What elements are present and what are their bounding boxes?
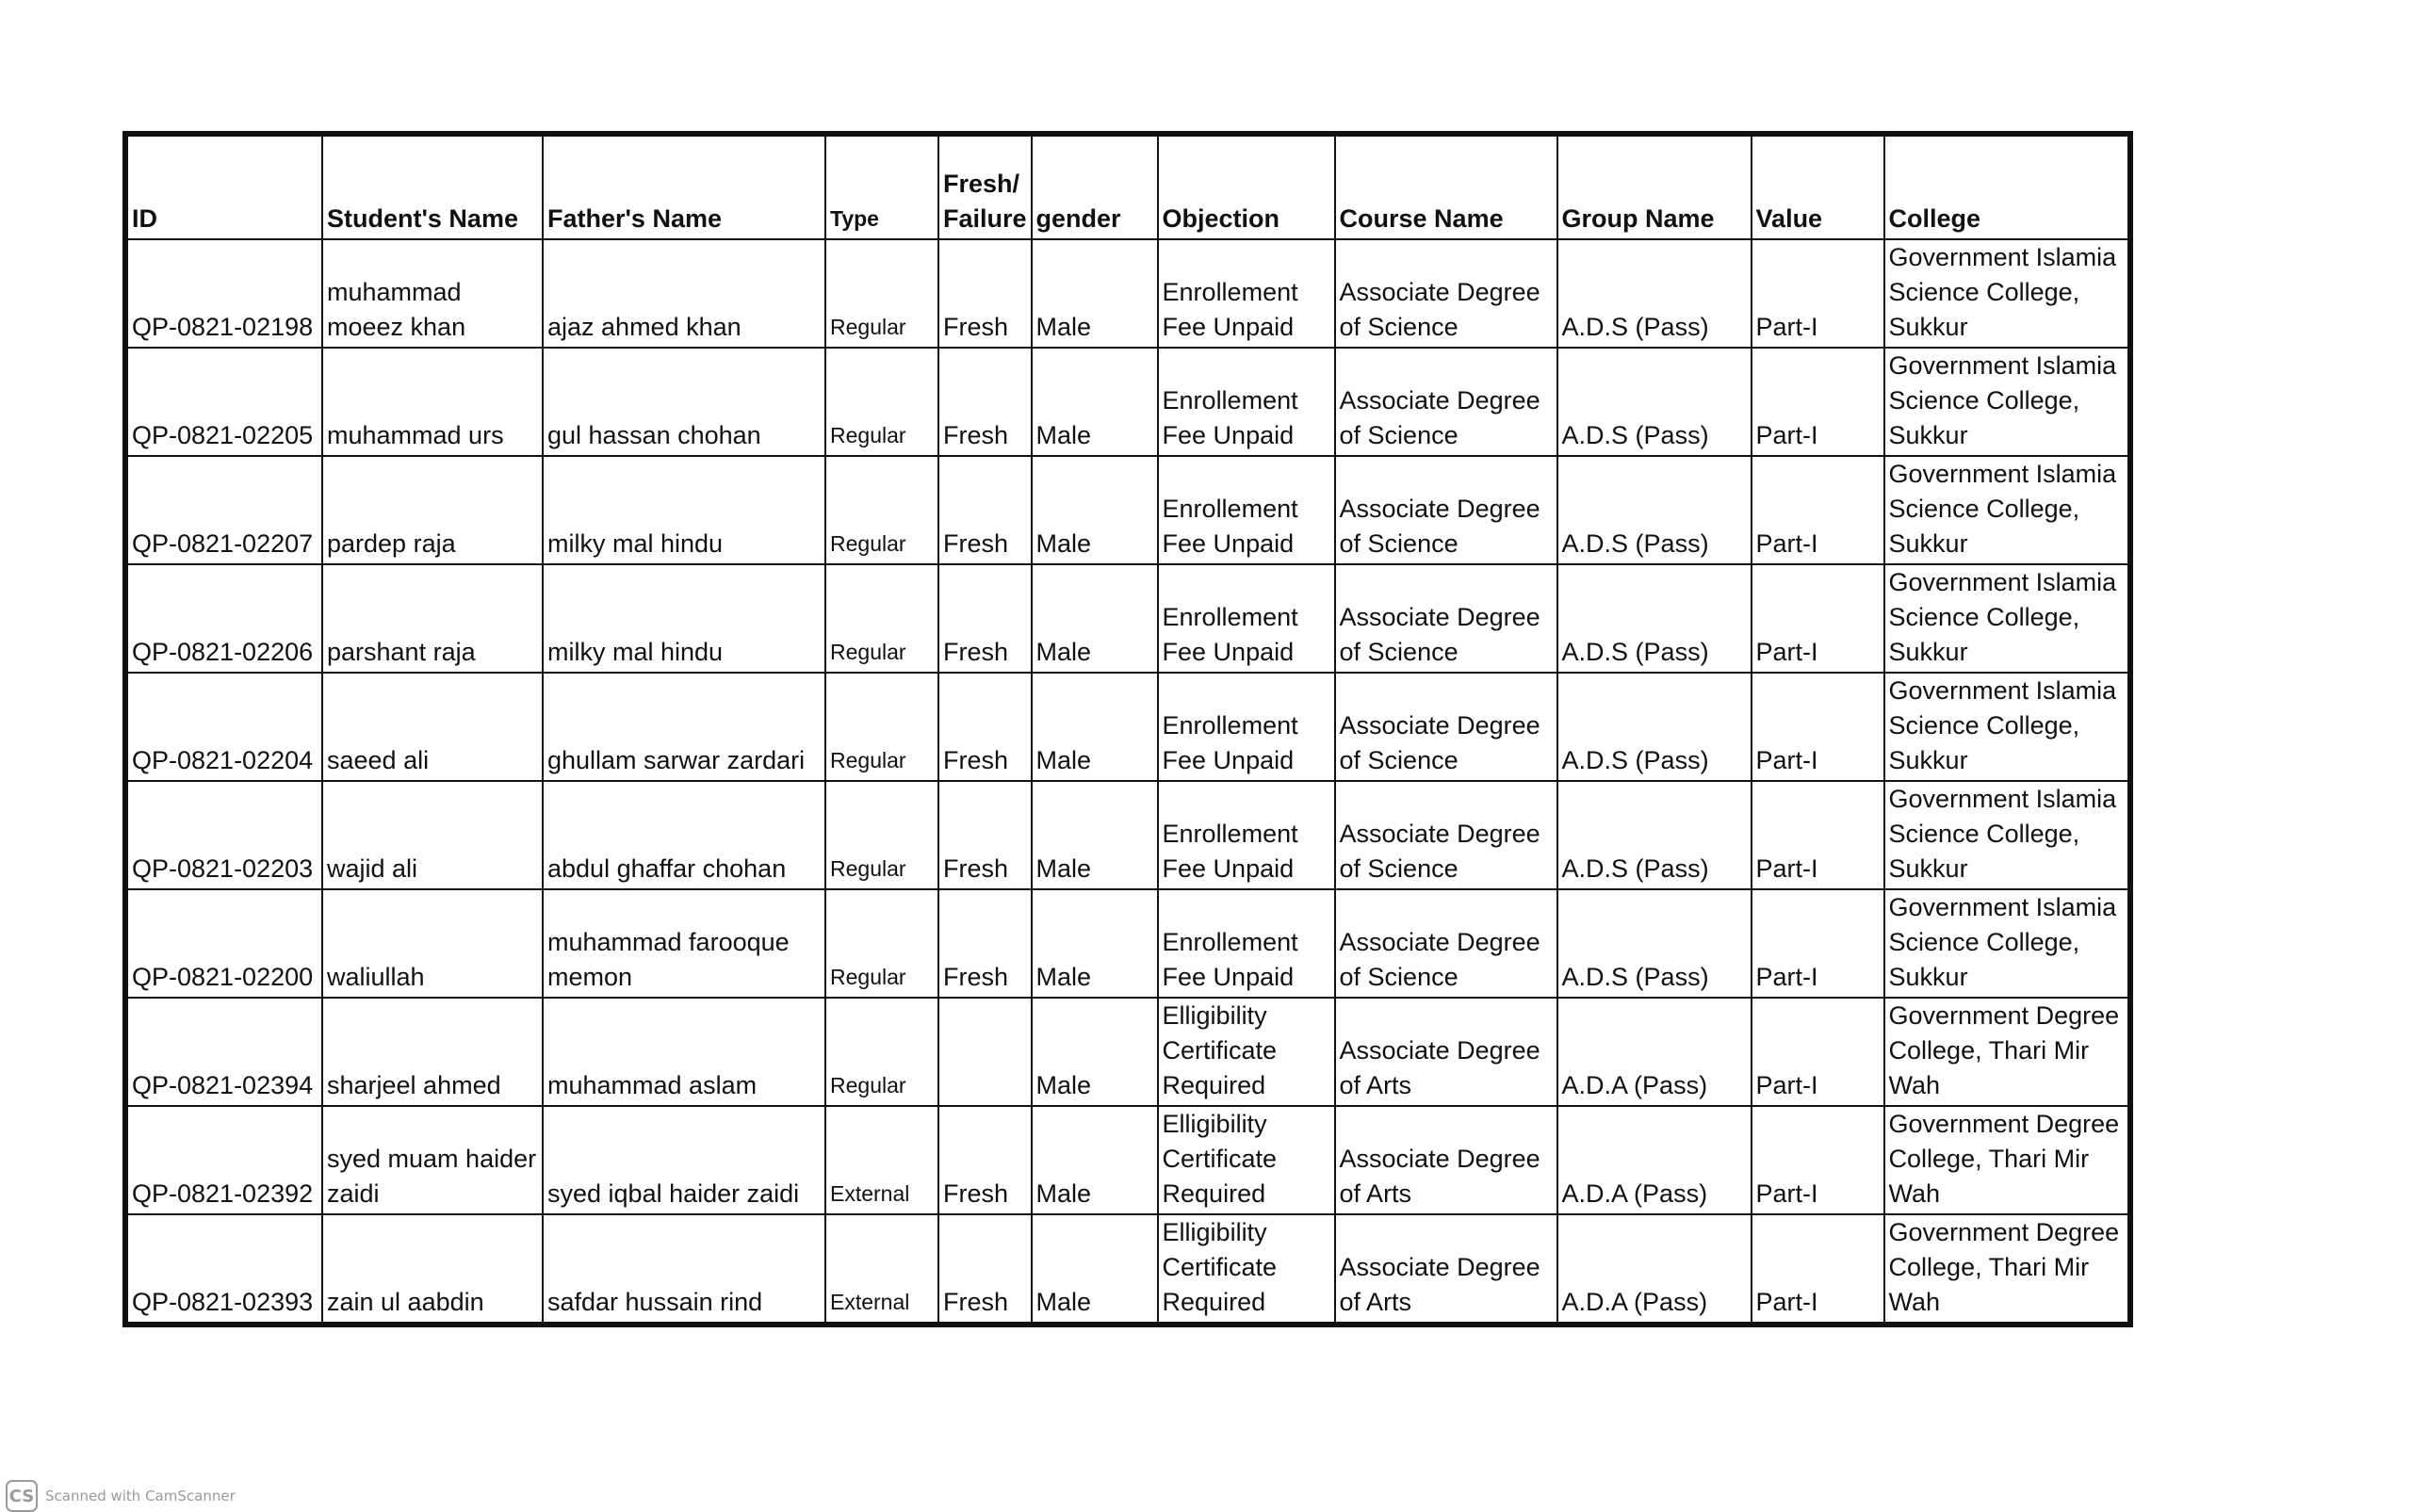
cell-father-name: muhammad aslam xyxy=(543,998,825,1106)
header-group-name: Group Name xyxy=(1557,136,1752,239)
cell-father-name: syed iqbal haider zaidi xyxy=(543,1106,825,1214)
cell-id: QP-0821-02207 xyxy=(127,456,322,564)
cell-course-name: Associate Degree of Science xyxy=(1335,673,1557,781)
table-row xyxy=(127,1214,2128,1323)
cell-type: Regular xyxy=(825,564,938,673)
cell-id: QP-0821-02203 xyxy=(127,781,322,889)
cell-id: QP-0821-02394 xyxy=(127,998,322,1106)
cell-course-name: Associate Degree of Science xyxy=(1335,348,1557,456)
cell-course-name: Associate Degree of Arts xyxy=(1335,1214,1557,1323)
cell-father-name: ajaz ahmed khan xyxy=(543,239,825,348)
cell-gender: Male xyxy=(1032,1106,1158,1214)
cell-course-name: Associate Degree of Science xyxy=(1335,564,1557,673)
cell-gender: Male xyxy=(1032,456,1158,564)
cell-objection: Elligibility Certificate Required xyxy=(1158,1214,1335,1323)
cell-gender: Male xyxy=(1032,673,1158,781)
student-objection-table xyxy=(126,135,2129,1324)
cell-college: Government Islamia Science College, Sukkur xyxy=(1884,673,2128,781)
cell-fresh-failure: Fresh xyxy=(938,348,1032,456)
cell-gender: Male xyxy=(1032,564,1158,673)
cell-gender: Male xyxy=(1032,998,1158,1106)
table-row xyxy=(127,781,2128,889)
cell-group-name: A.D.A (Pass) xyxy=(1557,1106,1752,1214)
cell-student-name: waliullah xyxy=(322,889,543,998)
cell-student-name: wajid ali xyxy=(322,781,543,889)
cell-father-name: muhammad farooque memon xyxy=(543,889,825,998)
cell-group-name: A.D.S (Pass) xyxy=(1557,456,1752,564)
cell-value: Part-I xyxy=(1752,889,1884,998)
cell-fresh-failure: Fresh xyxy=(938,564,1032,673)
table-row xyxy=(127,456,2128,564)
cell-id: QP-0821-02200 xyxy=(127,889,322,998)
cell-value: Part-I xyxy=(1752,998,1884,1106)
cell-objection: Elligibility Certificate Required xyxy=(1158,1106,1335,1214)
cell-group-name: A.D.A (Pass) xyxy=(1557,998,1752,1106)
cell-type: Regular xyxy=(825,673,938,781)
cell-student-name: pardep raja xyxy=(322,456,543,564)
cell-gender: Male xyxy=(1032,348,1158,456)
cell-college: Government Islamia Science College, Sukkur xyxy=(1884,564,2128,673)
header-college: College xyxy=(1884,136,2128,239)
cell-value: Part-I xyxy=(1752,239,1884,348)
spreadsheet-table-frame xyxy=(122,131,2133,1327)
cell-college: Government Degree College, Thari Mir Wah xyxy=(1884,1214,2128,1323)
cell-fresh-failure: Fresh xyxy=(938,456,1032,564)
header-value: Value xyxy=(1752,136,1884,239)
cell-id: QP-0821-02392 xyxy=(127,1106,322,1214)
cell-value: Part-I xyxy=(1752,673,1884,781)
cell-id: QP-0821-02206 xyxy=(127,564,322,673)
header-fresh-failure: Fresh/ Failure xyxy=(938,136,1032,239)
cell-student-name: sharjeel ahmed xyxy=(322,998,543,1106)
header-objection: Objection xyxy=(1158,136,1335,239)
cell-value: Part-I xyxy=(1752,564,1884,673)
table-row xyxy=(127,348,2128,456)
cell-group-name: A.D.S (Pass) xyxy=(1557,673,1752,781)
cell-gender: Male xyxy=(1032,239,1158,348)
cell-type: Regular xyxy=(825,348,938,456)
cell-type: Regular xyxy=(825,239,938,348)
cell-value: Part-I xyxy=(1752,1106,1884,1214)
cell-objection: Enrollement Fee Unpaid xyxy=(1158,456,1335,564)
cell-fresh-failure: Fresh xyxy=(938,889,1032,998)
cell-college: Government Islamia Science College, Sukkur xyxy=(1884,348,2128,456)
cell-group-name: A.D.S (Pass) xyxy=(1557,564,1752,673)
cell-id: QP-0821-02393 xyxy=(127,1214,322,1323)
cell-group-name: A.D.S (Pass) xyxy=(1557,239,1752,348)
table-body xyxy=(127,239,2128,1323)
cell-college: Government Islamia Science College, Sukkur xyxy=(1884,239,2128,348)
cell-college: Government Islamia Science College, Sukkur xyxy=(1884,889,2128,998)
header-id: ID xyxy=(127,136,322,239)
cell-father-name: milky mal hindu xyxy=(543,456,825,564)
cell-group-name: A.D.A (Pass) xyxy=(1557,1214,1752,1323)
cell-fresh-failure: Fresh xyxy=(938,1214,1032,1323)
table-row xyxy=(127,564,2128,673)
cell-objection: Enrollement Fee Unpaid xyxy=(1158,564,1335,673)
cell-father-name: milky mal hindu xyxy=(543,564,825,673)
cell-father-name: safdar hussain rind xyxy=(543,1214,825,1323)
cell-fresh-failure: Fresh xyxy=(938,673,1032,781)
cell-father-name: gul hassan chohan xyxy=(543,348,825,456)
cell-fresh-failure xyxy=(938,998,1032,1106)
cell-value: Part-I xyxy=(1752,348,1884,456)
table-row xyxy=(127,239,2128,348)
table-row xyxy=(127,1106,2128,1214)
cell-student-name: muhammad urs xyxy=(322,348,543,456)
cell-course-name: Associate Degree of Science xyxy=(1335,456,1557,564)
cell-id: QP-0821-02204 xyxy=(127,673,322,781)
cell-college: Government Degree College, Thari Mir Wah xyxy=(1884,998,2128,1106)
camscanner-logo-icon: CS xyxy=(6,1480,38,1512)
cell-objection: Enrollement Fee Unpaid xyxy=(1158,673,1335,781)
cell-type: External xyxy=(825,1214,938,1323)
cell-type: Regular xyxy=(825,456,938,564)
cell-type: Regular xyxy=(825,889,938,998)
cell-college: Government Islamia Science College, Sukkur xyxy=(1884,456,2128,564)
cell-objection: Elligibility Certificate Required xyxy=(1158,998,1335,1106)
cell-type: External xyxy=(825,1106,938,1214)
cell-college: Government Degree College, Thari Mir Wah xyxy=(1884,1106,2128,1214)
cell-group-name: A.D.S (Pass) xyxy=(1557,781,1752,889)
cell-student-name: saeed ali xyxy=(322,673,543,781)
cell-objection: Enrollement Fee Unpaid xyxy=(1158,781,1335,889)
cell-objection: Enrollement Fee Unpaid xyxy=(1158,239,1335,348)
cell-group-name: A.D.S (Pass) xyxy=(1557,348,1752,456)
camscanner-watermark xyxy=(6,1480,236,1512)
header-gender: gender xyxy=(1032,136,1158,239)
cell-course-name: Associate Degree of Science xyxy=(1335,889,1557,998)
header-course-name: Course Name xyxy=(1335,136,1557,239)
cell-father-name: abdul ghaffar chohan xyxy=(543,781,825,889)
watermark-text: Scanned with CamScanner xyxy=(45,1488,236,1504)
cell-course-name: Associate Degree of Arts xyxy=(1335,1106,1557,1214)
table-row xyxy=(127,998,2128,1106)
table-row xyxy=(127,673,2128,781)
header-father-name: Father's Name xyxy=(543,136,825,239)
cell-father-name: ghullam sarwar zardari xyxy=(543,673,825,781)
table-row xyxy=(127,889,2128,998)
cell-gender: Male xyxy=(1032,781,1158,889)
cell-id: QP-0821-02205 xyxy=(127,348,322,456)
cell-student-name: parshant raja xyxy=(322,564,543,673)
cell-student-name: muhammad moeez khan xyxy=(322,239,543,348)
cell-group-name: A.D.S (Pass) xyxy=(1557,889,1752,998)
cell-course-name: Associate Degree of Science xyxy=(1335,239,1557,348)
cell-fresh-failure: Fresh xyxy=(938,239,1032,348)
header-row xyxy=(127,136,2128,239)
cell-gender: Male xyxy=(1032,889,1158,998)
cell-fresh-failure: Fresh xyxy=(938,1106,1032,1214)
cell-course-name: Associate Degree of Science xyxy=(1335,781,1557,889)
cell-student-name: zain ul aabdin xyxy=(322,1214,543,1323)
header-type: Type xyxy=(825,136,938,239)
cell-type: Regular xyxy=(825,998,938,1106)
cell-objection: Enrollement Fee Unpaid xyxy=(1158,889,1335,998)
header-student-name: Student's Name xyxy=(322,136,543,239)
cell-college: Government Islamia Science College, Sukkur xyxy=(1884,781,2128,889)
cell-value: Part-I xyxy=(1752,781,1884,889)
cell-value: Part-I xyxy=(1752,1214,1884,1323)
cell-value: Part-I xyxy=(1752,456,1884,564)
cell-fresh-failure: Fresh xyxy=(938,781,1032,889)
cell-type: Regular xyxy=(825,781,938,889)
cell-course-name: Associate Degree of Arts xyxy=(1335,998,1557,1106)
cell-objection: Enrollement Fee Unpaid xyxy=(1158,348,1335,456)
cell-id: QP-0821-02198 xyxy=(127,239,322,348)
cell-gender: Male xyxy=(1032,1214,1158,1323)
cell-student-name: syed muam haider zaidi xyxy=(322,1106,543,1214)
